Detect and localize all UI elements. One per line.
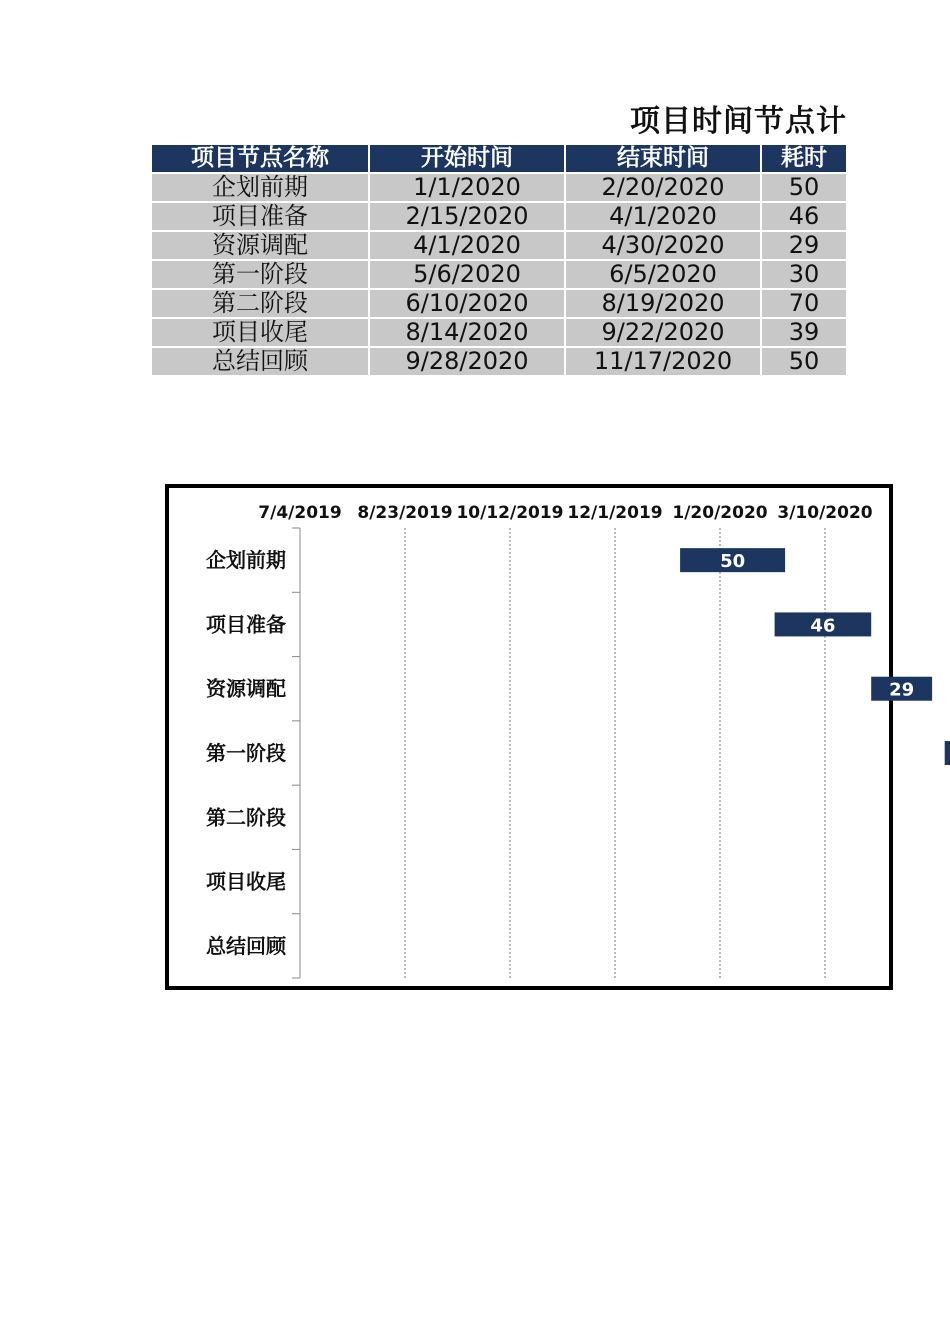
table-cell[interactable]: 29 [761,231,847,260]
table-cell[interactable]: 项目准备 [151,202,369,231]
table-cell[interactable]: 46 [761,202,847,231]
table-cell[interactable]: 4/30/2020 [565,231,761,260]
header-cell[interactable]: 耗时 [761,144,847,173]
table-cell[interactable]: 50 [761,347,847,376]
bar-data-label: 29 [889,679,915,701]
table-cell[interactable]: 总结回顾 [151,347,369,376]
table-cell[interactable]: 70 [761,289,847,318]
table-cell[interactable]: 9/22/2020 [565,318,761,347]
table-cell[interactable]: 资源调配 [151,231,369,260]
x-tick-label: 10/12/2019 [456,503,564,523]
y-category-label: 资源调配 [206,676,286,701]
table-cell[interactable]: 第二阶段 [151,289,369,318]
table-cell[interactable]: 6/10/2020 [369,289,565,318]
table-row [151,173,847,202]
gantt-chart-svg [169,488,915,986]
table-cell[interactable]: 2/15/2020 [369,202,565,231]
bar-data-label: 46 [810,615,836,637]
table-cell[interactable]: 11/17/2020 [565,347,761,376]
table-cell[interactable]: 5/6/2020 [369,260,565,289]
table-cell[interactable]: 4/1/2020 [369,231,565,260]
table-row [151,231,847,260]
table-cell[interactable]: 9/28/2020 [369,347,565,376]
table-row [151,347,847,376]
table-cell[interactable]: 1/1/2020 [369,173,565,202]
x-tick-label: 8/23/2019 [357,503,453,523]
table-cell[interactable]: 企划前期 [151,173,369,202]
table-row [151,202,847,231]
x-tick-label: 1/20/2020 [672,503,768,523]
header-cell[interactable]: 开始时间 [369,144,565,173]
table-cell[interactable]: 8/19/2020 [565,289,761,318]
y-category-label: 项目收尾 [206,869,286,894]
table-cell[interactable]: 39 [761,318,847,347]
schedule-table [150,143,848,377]
y-category-label: 第二阶段 [206,805,286,830]
y-category-label: 企划前期 [206,548,286,573]
table-cell[interactable]: 50 [761,173,847,202]
x-tick-label: 7/4/2019 [258,503,342,523]
table-row [151,318,847,347]
y-category-label: 项目准备 [206,612,286,637]
table-row [151,289,847,318]
y-category-label: 总结回顾 [206,933,286,958]
bar-data-label: 50 [720,551,746,573]
table-cell[interactable]: 4/1/2020 [565,202,761,231]
table-cell[interactable]: 6/5/2020 [565,260,761,289]
gantt-bar[interactable] [945,741,950,765]
x-tick-label: 12/1/2019 [567,503,663,523]
y-category-label: 第一阶段 [206,741,286,765]
table-header-row [151,144,847,173]
header-cell[interactable]: 结束时间 [565,144,761,173]
table-cell[interactable]: 第一阶段 [151,260,369,289]
gantt-chart[interactable] [165,484,915,990]
table-cell[interactable]: 项目收尾 [151,318,369,347]
table-cell[interactable]: 2/20/2020 [565,173,761,202]
table-cell[interactable]: 8/14/2020 [369,318,565,347]
table-row [151,260,847,289]
table-cell[interactable]: 30 [761,260,847,289]
x-tick-label: 3/10/2020 [777,503,873,523]
header-cell[interactable]: 项目节点名称 [151,144,369,173]
page-title: 项目时间节点计 [630,104,847,139]
